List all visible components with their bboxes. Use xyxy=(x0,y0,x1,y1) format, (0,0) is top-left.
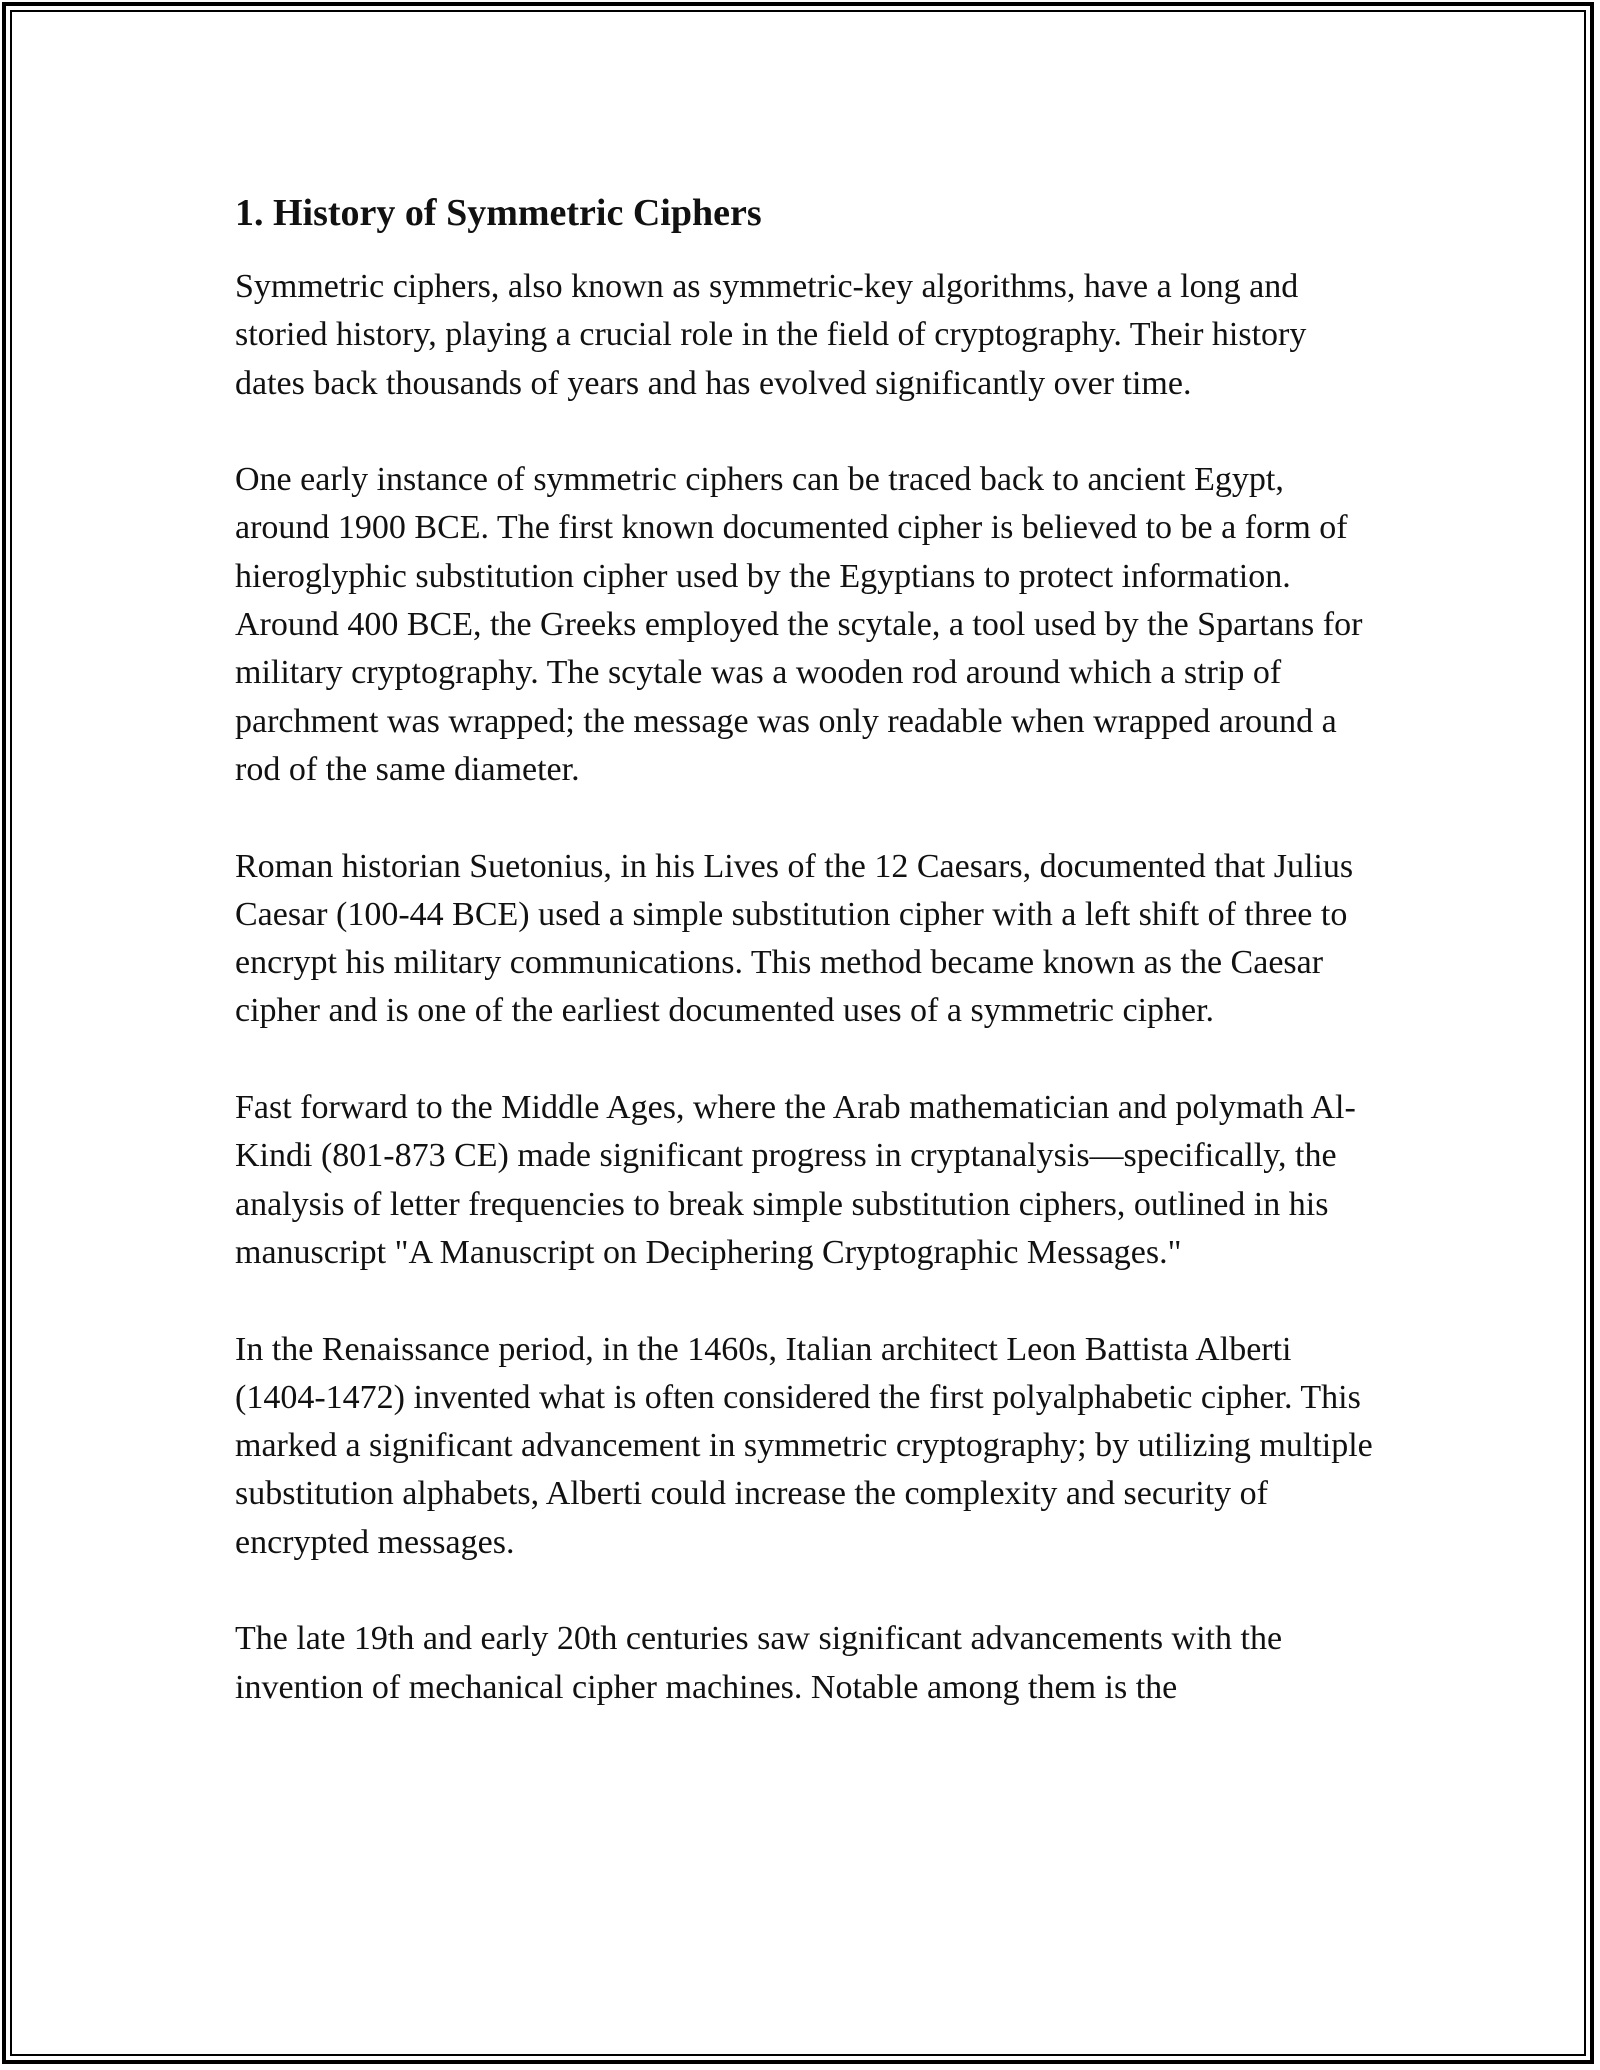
paragraph-caesar-cipher: Roman historian Suetonius, in his Lives of the 12 Caesars, documented that Julius Caesar (100-44 BCE) used a simple substitution cipher with a left shift of three to encrypt his military communications. This method became known as the Caesar cipher and is one of the earliest documented uses of a symmetric cipher. xyxy=(235,847,1354,1030)
paragraph-middle-ages: Fast forward to the Middle Ages, where the Arab mathematician and polymath Al-Kindi (801-873 CE) made significant progress in cryptanalysis—specifically, the analysis of letter frequencies to break simple substitution ciphers, outlined in his manuscript "A Manuscript on Deciphering Cryptographic Messages." xyxy=(235,1089,1356,1271)
paragraph-intro: Symmetric ciphers, also known as symmetric-key algorithms, have a long and storied history, playing a crucial role in the field of cryptography. Their history dates back thousands of years and has evolved significantly over time. xyxy=(235,268,1307,402)
section-heading: 1. History of Symmetric Ciphers xyxy=(235,192,762,234)
paragraph-renaissance: In the Renaissance period, in the 1460s, Italian architect Leon Battista Alberti (1404-1472) invented what is often considered the first polyalphabetic cipher. This marked a significant advancement in symmetric cryptography; by utilizing multiple substitution alphabets, Alberti could increase the complexity and security of encrypted messages. xyxy=(235,1330,1373,1561)
paragraph-mechanical-machines: The late 19th and early 20th centuries saw significant advancements with the invention of mechanical cipher machines. Notable among them is the xyxy=(235,1620,1283,1706)
paragraph-ancient-egypt-greece: One early instance of symmetric ciphers can be traced back to ancient Egypt, around 1900 BCE. The first known documented cipher is believed to be a form of hieroglyphic substitution cipher used by the Egyptians to protect information. Around 400 BCE, the Greeks employed the scytale, a tool used by the Spartans for military cryptography. The scytale was a wooden rod around which a strip of parchment was wrapped; the message was only readable when wrapped around a rod of the same diameter. xyxy=(235,461,1363,788)
document-body xyxy=(235,185,1375,1760)
